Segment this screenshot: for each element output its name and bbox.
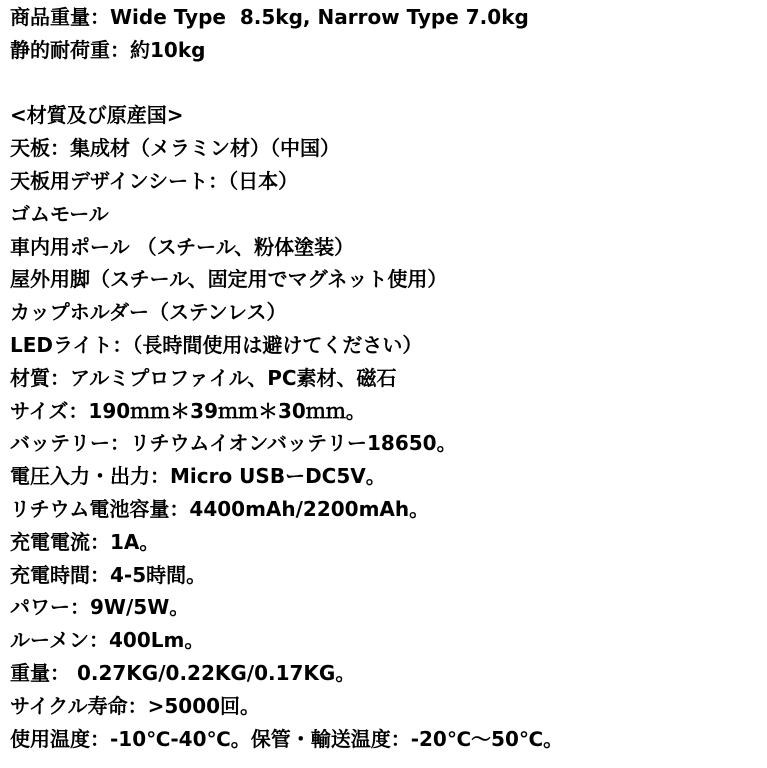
blank-line bbox=[10, 67, 760, 100]
spec-line-charge-current: 充電電流：1A。 bbox=[10, 529, 160, 554]
spec-line-product-weight: 商品重量：Wide Type 8.5kg, Narrow Type 7.0kg bbox=[10, 5, 529, 29]
spec-line-rubber-molding: ゴムモール bbox=[10, 201, 109, 226]
spec-line-battery-capacity: リチウム電池容量：4400mAh/2200mAh。 bbox=[10, 496, 430, 521]
spec-line-power: パワー：9W/5W。 bbox=[10, 595, 190, 620]
spec-line-outdoor-legs: 屋外用脚（スチール、固定用でマグネット使用） bbox=[10, 267, 448, 292]
spec-line-size: サイズ：190ｍｍ＊39ｍｍ＊30ｍｍ。 bbox=[10, 398, 366, 423]
spec-line-car-pole: 車内用ポール （スチール、粉体塗装） bbox=[10, 234, 355, 259]
spec-line-cup-holder: カップホルダー（ステンレス） bbox=[10, 300, 287, 325]
spec-line-static-load: 静的耐荷重：約10kg bbox=[10, 37, 206, 62]
spec-line-lumen: ルーメン：400Lm。 bbox=[10, 628, 205, 653]
spec-line-weight: 重量： 0.27KG/0.22KG/0.17KG。 bbox=[10, 660, 356, 685]
spec-line-material: 材質：アルミプロファイル、PC素材、磁石 bbox=[10, 365, 397, 390]
section-heading-materials-origin: <材質及び原産国> bbox=[10, 103, 184, 128]
spec-text-block bbox=[10, 1, 760, 755]
spec-line-charge-time: 充電時間：4-5時間。 bbox=[10, 562, 207, 587]
spec-line-tabletop: 天板：集成材（メラミン材）（中国） bbox=[10, 136, 340, 161]
spec-line-cycle-life: サイクル寿命：>5000回。 bbox=[10, 693, 261, 718]
spec-line-temperature: 使用温度：-10℃-40℃。保管・輸送温度：-20℃～50℃。 bbox=[10, 726, 564, 751]
spec-line-led-light: LEDライト：（長時間使用は避けてください） bbox=[10, 332, 423, 357]
spec-line-voltage: 電圧入力・出力：Micro USBーDC5V。 bbox=[10, 464, 386, 489]
spec-line-battery: バッテリー：リチウムイオンバッテリー18650。 bbox=[10, 431, 457, 456]
spec-line-design-sheet: 天板用デザインシート：（日本） bbox=[10, 168, 299, 193]
